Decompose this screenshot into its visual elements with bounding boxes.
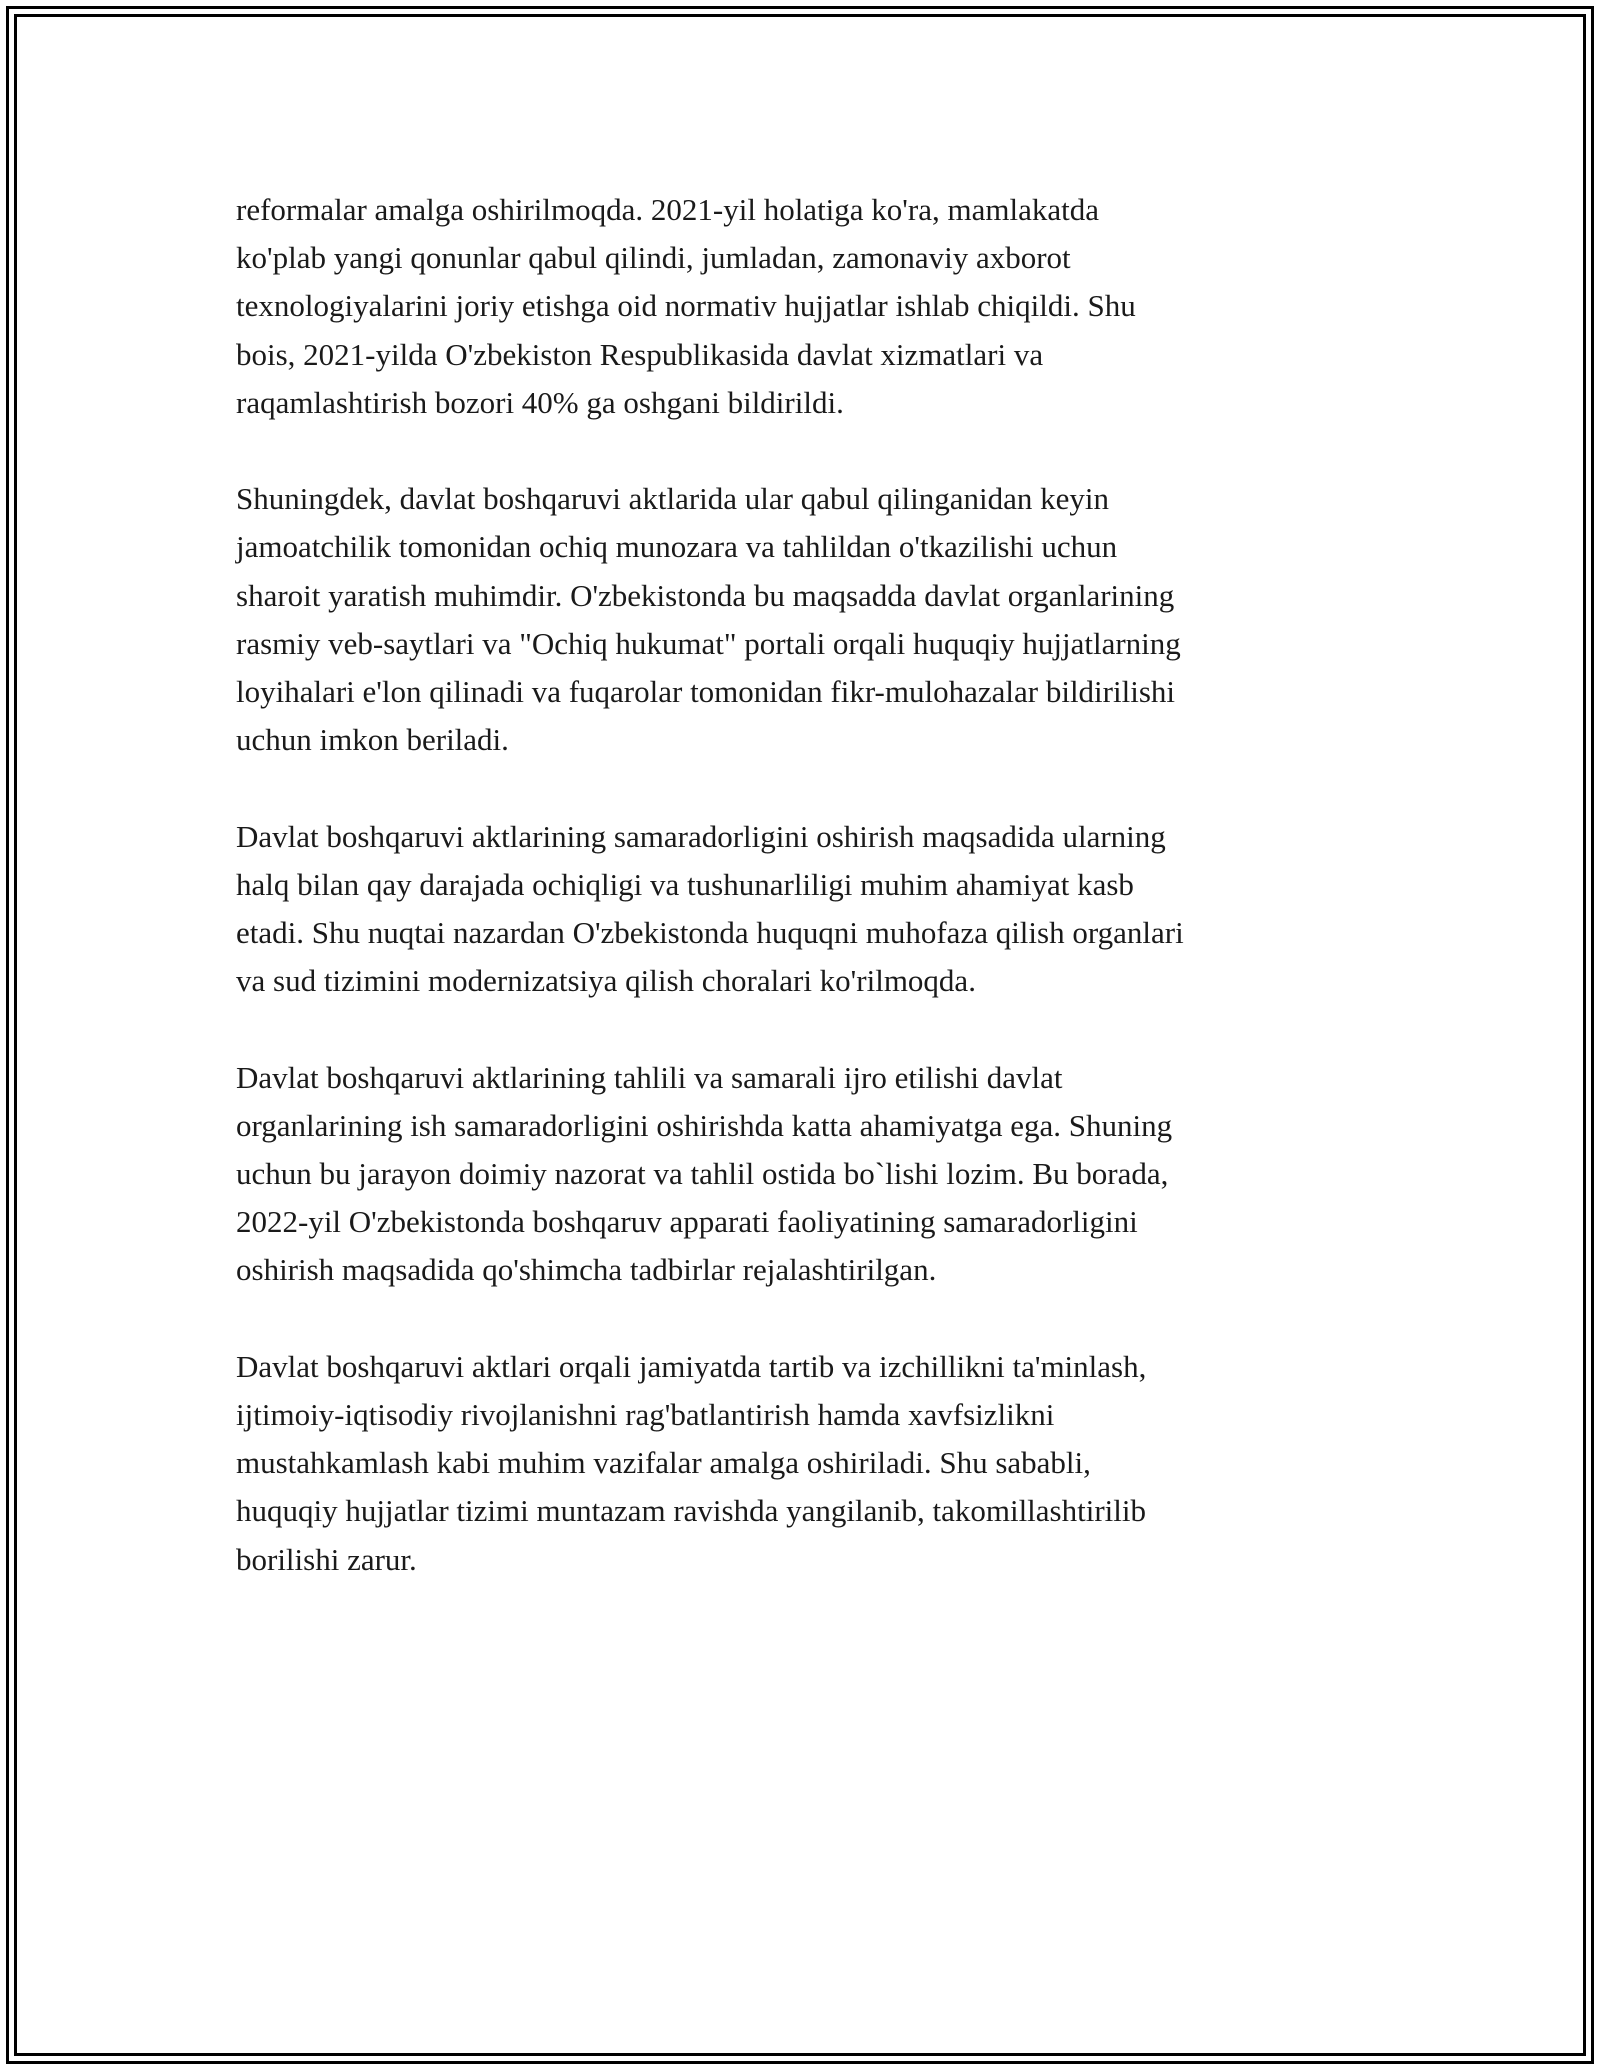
- document-body: [236, 186, 1366, 1632]
- paragraph-2: Shuningdek, davlat boshqaruvi aktlarida ular qabul qilinganidan keyin jamoatchilik tomonidan ochiq munozara va tahlildan o'tkazilishi uchun sharoit yaratish muhimdir. O'zbekistonda bu maqsadda davlat organlarining rasmiy veb-saytlari va "Ochiq hukumat" portali orqali huquqiy hujjatlarning loyihalari e'lon qilinadi va fuqarolar tomonidan fikr-mulohazalar bildirilishi uchun imkon beriladi.: [236, 481, 1181, 758]
- paragraph-5: Davlat boshqaruvi aktlari orqali jamiyatda tartib va izchillikni ta'minlash, ijtimoiy-iqtisodiy rivojlanishni rag'batlantirish hamda xavfsizlikni mustahkamlash kabi muhim vazifalar amalga oshiriladi. Shu sababli, huquqiy hujjatlar tizimi muntazam ravishda yangilanib, takomillashtirilib borilishi zarur.: [236, 1348, 1147, 1577]
- paragraph-1: reformalar amalga oshirilmoqda. 2021-yil holatiga ko'ra, mamlakatda ko'plab yangi qonunlar qabul qilindi, jumladan, zamonaviy axborot texnologiyalarini joriy etishga oid normativ hujjatlar ishlab chiqildi. Shu bois, 2021-yilda O'zbekiston Respublikasida davlat xizmatlari va raqamlashtirish bozori 40% ga oshgani bildirildi.: [236, 192, 1136, 420]
- paragraph-3: Davlat boshqaruvi aktlarining samaradorligini oshirish maqsadida ularning halq bilan qay darajada ochiqligi va tushunarliligi muhim ahamiyat kasb etadi. Shu nuqtai nazardan O'zbekistonda huquqni muhofaza qilish organlari va sud tizimini modernizatsiya qilish choralari ko'rilmoqda.: [236, 818, 1184, 999]
- paragraph-4: Davlat boshqaruvi aktlarining tahlili va samarali ijro etilishi davlat organlarining ish samaradorligini oshirishda katta ahamiyatga ega. Shuning uchun bu jarayon doimiy nazorat va tahlil ostida bo`lishi lozim. Bu borada, 2022-yil O'zbekistonda boshqaruv apparati faoliyatining samaradorligini oshirish maqsadida qo'shimcha tadbirlar rejalashtirilgan.: [236, 1059, 1173, 1288]
